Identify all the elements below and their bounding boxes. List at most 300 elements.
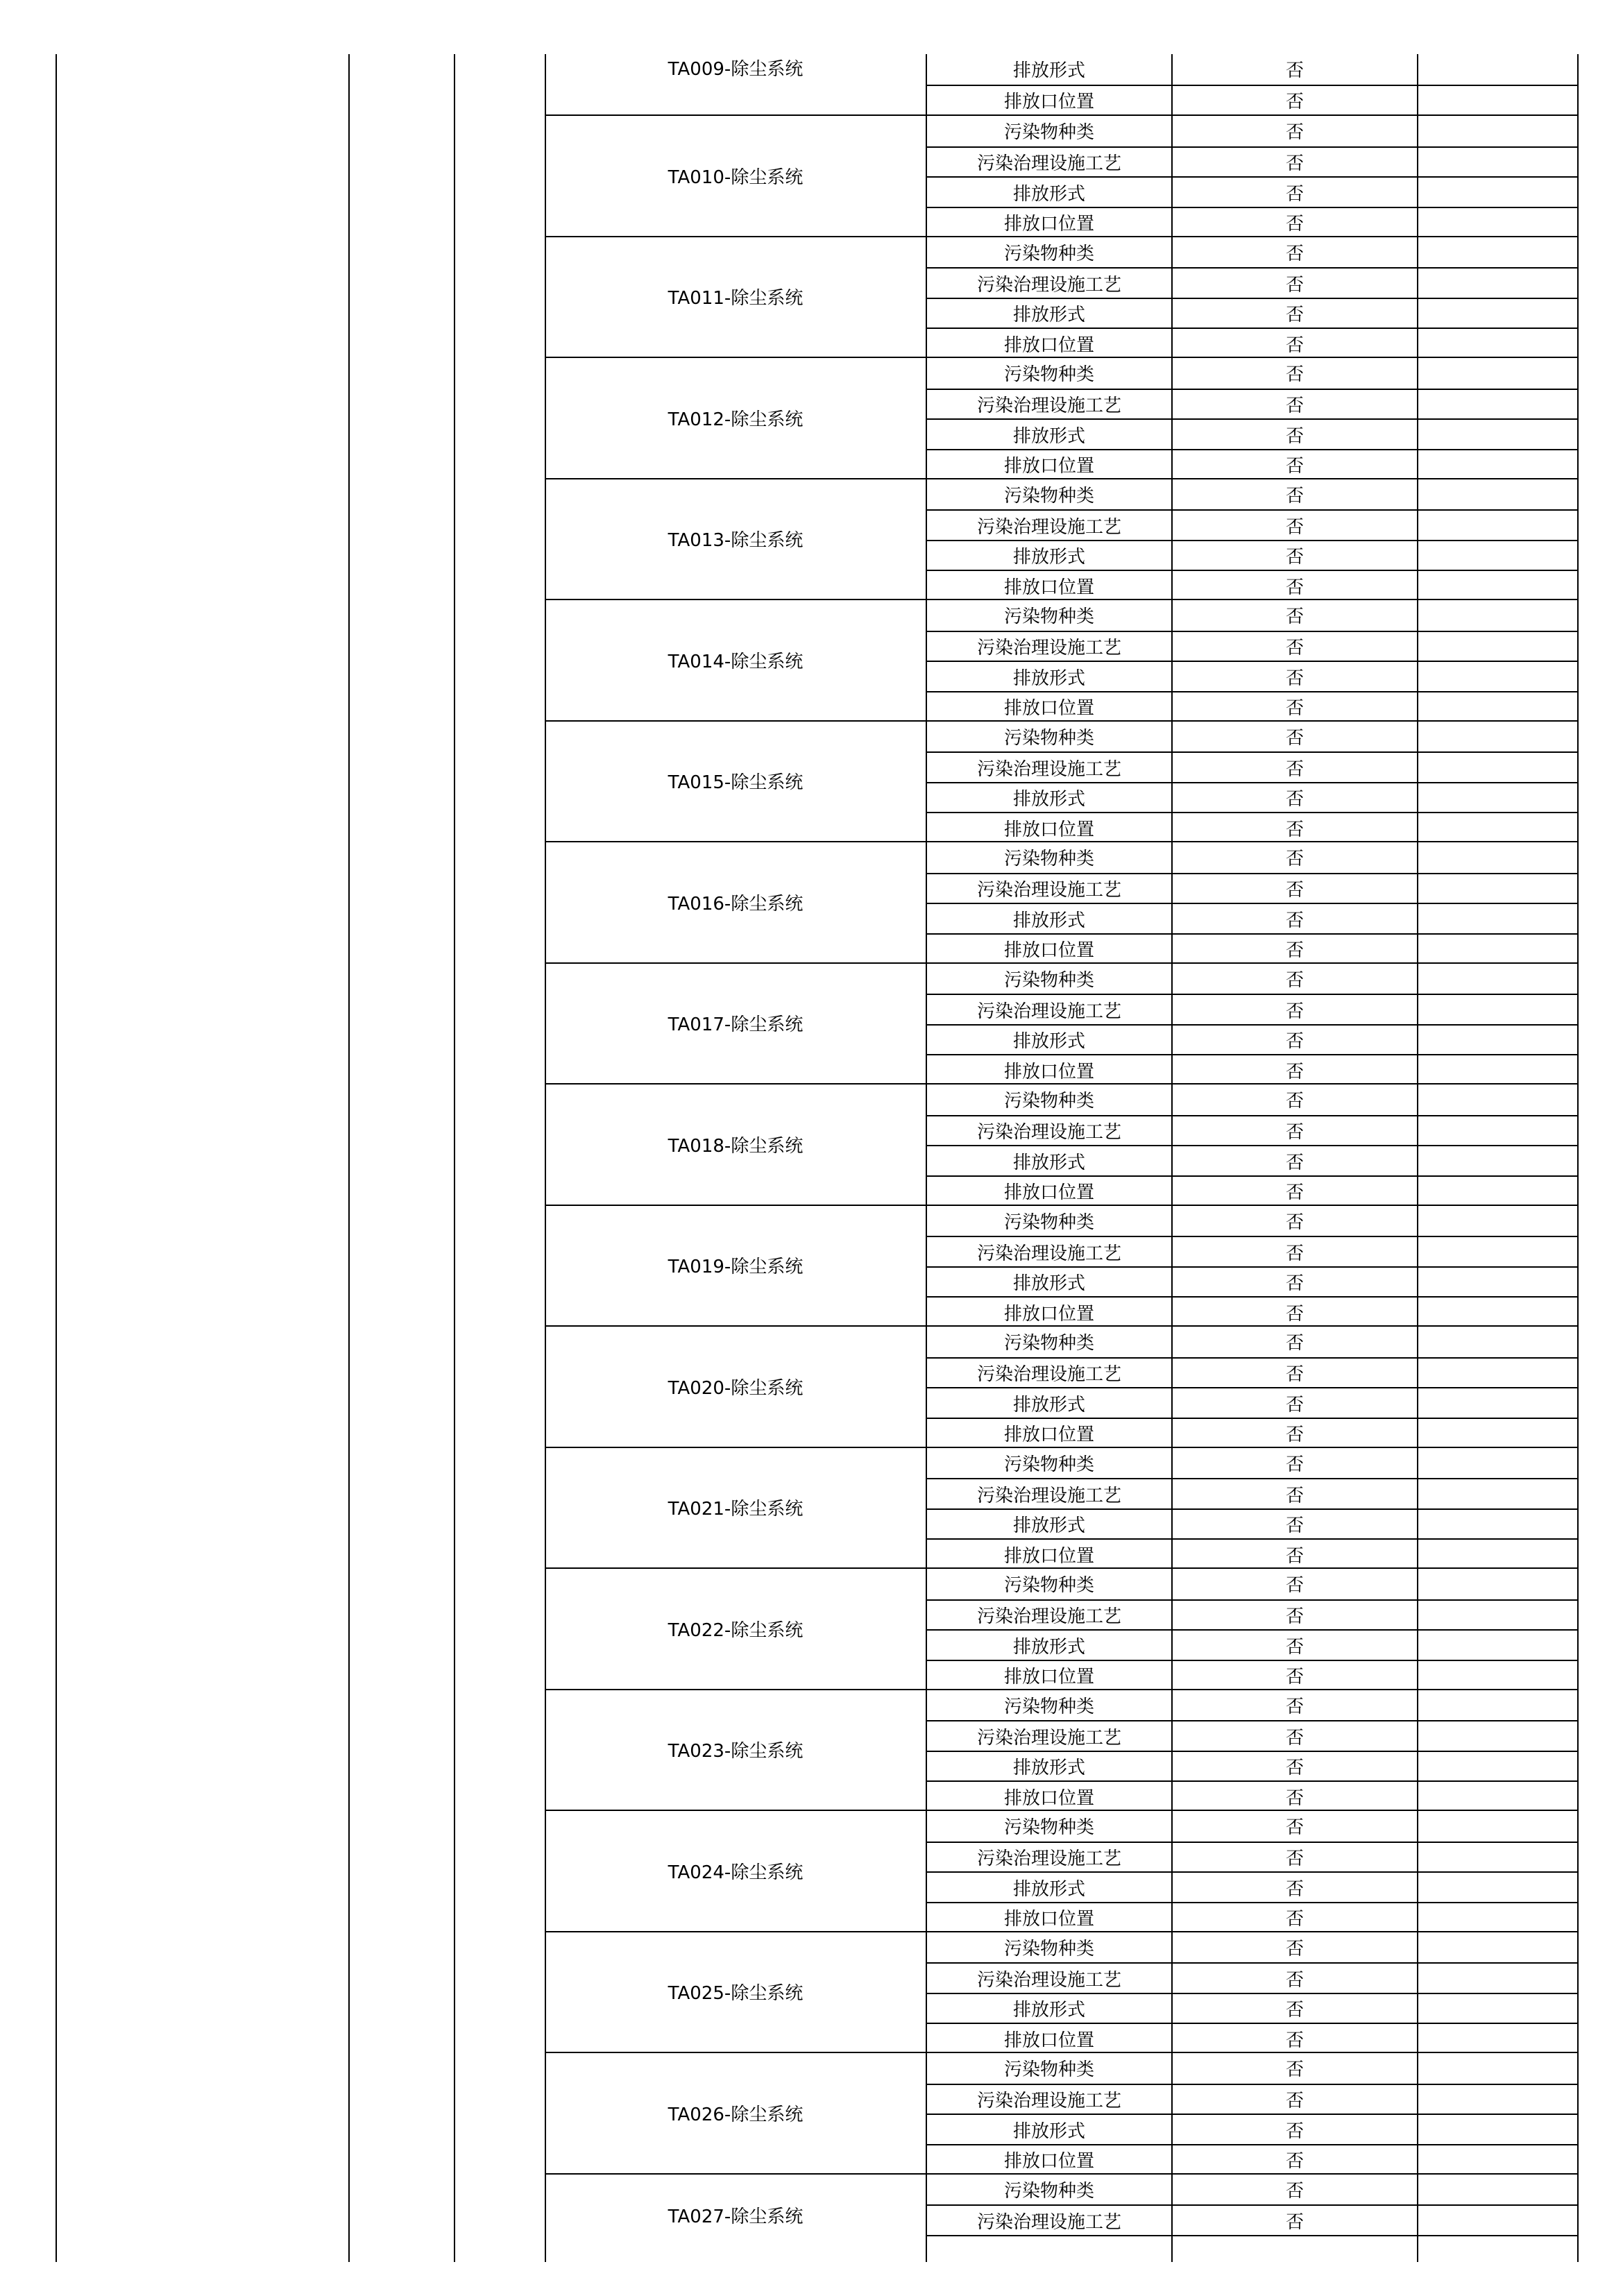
check-item-label: 排放形式 xyxy=(1012,1152,1085,1173)
remark-cell xyxy=(1418,1631,1578,1660)
table-row xyxy=(926,1085,1578,1115)
check-item-value: 否 xyxy=(1285,1758,1304,1779)
equipment-group xyxy=(545,236,1578,357)
equipment-name: TA015-除尘系统 xyxy=(668,772,804,794)
check-item-label: 污染物种类 xyxy=(1003,1696,1094,1717)
check-item-label: 排放口位置 xyxy=(1003,1425,1094,1446)
remark-cell xyxy=(1418,1419,1578,1448)
remark-cell xyxy=(1418,208,1578,237)
check-item-label: 排放形式 xyxy=(1012,1878,1085,1900)
check-item-label: 污染物种类 xyxy=(1003,1938,1094,1959)
table-row xyxy=(926,1357,1578,1388)
table-row xyxy=(926,933,1578,964)
check-item-value: 否 xyxy=(1285,667,1304,689)
check-item-value: 否 xyxy=(1285,727,1304,749)
check-item-label: 排放形式 xyxy=(1012,1394,1085,1415)
equipment-name: TA013-除尘系统 xyxy=(668,530,804,552)
check-item-value: 否 xyxy=(1285,1515,1304,1537)
check-item-label: 污染物种类 xyxy=(1003,606,1094,628)
remark-cell xyxy=(1418,813,1578,842)
remark-cell xyxy=(1418,358,1578,389)
check-item-value: 否 xyxy=(1285,1727,1304,1749)
check-item-label: 排放形式 xyxy=(1012,547,1085,568)
check-item-value: 否 xyxy=(1285,1848,1304,1870)
table-row xyxy=(926,873,1578,903)
remark-cell xyxy=(1418,2145,1578,2175)
table-row xyxy=(926,1538,1578,1569)
check-item-value: 否 xyxy=(1285,1938,1304,1959)
check-item-value: 否 xyxy=(1285,122,1304,144)
check-item-label: 污染治理设施工艺 xyxy=(976,758,1121,780)
check-item-label: 排放形式 xyxy=(1012,1031,1085,1053)
check-item-value: 否 xyxy=(1285,577,1304,598)
check-item-label: 污染治理设施工艺 xyxy=(976,396,1121,417)
remark-cell xyxy=(1418,116,1578,146)
table-row xyxy=(926,116,1578,146)
column-rule-1 xyxy=(348,54,350,2262)
remark-cell xyxy=(1418,1964,1578,1993)
check-item-value: 否 xyxy=(1285,2211,1304,2233)
remark-cell xyxy=(1418,1388,1578,1418)
check-item-value: 否 xyxy=(1285,2030,1304,2051)
remark-cell xyxy=(1418,178,1578,207)
check-item-value: 否 xyxy=(1285,758,1304,780)
check-item-label: 排放形式 xyxy=(1012,910,1085,931)
check-item-label: 污染治理设施工艺 xyxy=(976,1122,1121,1143)
remark-cell xyxy=(1418,1177,1578,1206)
equipment-group xyxy=(545,478,1578,599)
table-row xyxy=(926,1448,1578,1479)
check-item-label: 排放口位置 xyxy=(1003,2030,1094,2051)
table-row xyxy=(926,751,1578,782)
table-row xyxy=(926,509,1578,540)
remark-cell xyxy=(1418,2206,1578,2235)
remark-cell xyxy=(1418,54,1578,85)
table-row xyxy=(926,540,1578,570)
remark-cell xyxy=(1418,1782,1578,1811)
remark-cell xyxy=(1418,1661,1578,1690)
check-item-value: 否 xyxy=(1285,910,1304,931)
remark-cell xyxy=(1418,1903,1578,1932)
remark-cell xyxy=(1418,2053,1578,2084)
remark-cell xyxy=(1418,1116,1578,1146)
check-item-label: 污染物种类 xyxy=(1003,2059,1094,2081)
check-item-value: 否 xyxy=(1285,305,1304,326)
check-item-label: 排放形式 xyxy=(1012,1515,1085,1537)
remark-cell xyxy=(1418,842,1578,873)
table-row xyxy=(926,146,1578,177)
equipment-name: TA027-除尘系统 xyxy=(668,2206,804,2228)
table-row xyxy=(926,722,1578,752)
table-row xyxy=(926,1175,1578,1206)
table-row xyxy=(926,358,1578,389)
check-item-value: 否 xyxy=(1285,364,1304,386)
check-item-value: 否 xyxy=(1285,1606,1304,1628)
table-row xyxy=(926,207,1578,237)
table-row xyxy=(926,1024,1578,1055)
remark-cell xyxy=(1418,1721,1578,1751)
table-row xyxy=(926,2144,1578,2175)
check-item-label: 排放形式 xyxy=(1012,183,1085,205)
table-row xyxy=(926,1115,1578,1146)
check-item-value: 否 xyxy=(1285,1091,1304,1112)
check-item-label: 排放口位置 xyxy=(1003,819,1094,840)
table-row xyxy=(926,176,1578,207)
remark-cell xyxy=(1418,1843,1578,1872)
check-item-label: 污染物种类 xyxy=(1003,2180,1094,2202)
equipment-group xyxy=(545,841,1578,962)
equipment-name: TA019-除尘系统 xyxy=(668,1257,804,1278)
equipment-name: TA023-除尘系统 xyxy=(668,1741,804,1762)
check-item-label: 污染物种类 xyxy=(1003,1575,1094,1597)
check-item-value: 否 xyxy=(1285,819,1304,840)
table-row xyxy=(926,2204,1578,2235)
remark-cell xyxy=(1418,1026,1578,1055)
check-item-label: 污染物种类 xyxy=(1003,727,1094,749)
check-item-label: 污染物种类 xyxy=(1003,364,1094,386)
check-item-value: 否 xyxy=(1285,1485,1304,1506)
equipment-group xyxy=(545,357,1578,478)
check-item-value: 否 xyxy=(1285,214,1304,235)
remark-cell xyxy=(1418,2085,1578,2114)
equipment-name: TA024-除尘系统 xyxy=(668,1862,804,1883)
check-item-value: 否 xyxy=(1285,547,1304,568)
equipment-name: TA010-除尘系统 xyxy=(668,167,804,188)
table-row xyxy=(926,631,1578,661)
table-row xyxy=(926,782,1578,813)
table-row xyxy=(926,1842,1578,1872)
remark-cell xyxy=(1418,1994,1578,2023)
check-item-value: 否 xyxy=(1285,1425,1304,1446)
remark-cell xyxy=(1418,904,1578,933)
check-item-label: 排放口位置 xyxy=(1003,1303,1094,1325)
check-item-label: 污染物种类 xyxy=(1003,1333,1094,1354)
check-item-value: 否 xyxy=(1285,1243,1304,1264)
table-row xyxy=(926,964,1578,994)
remark-cell xyxy=(1418,237,1578,268)
remark-cell xyxy=(1418,1510,1578,1539)
check-item-value: 否 xyxy=(1285,969,1304,991)
check-item-value: 否 xyxy=(1285,516,1304,538)
check-item-label: 排放口位置 xyxy=(1003,91,1094,112)
remark-cell xyxy=(1418,86,1578,115)
check-item-value: 否 xyxy=(1285,1969,1304,1991)
check-item-value: 否 xyxy=(1285,485,1304,507)
check-item-value: 否 xyxy=(1285,243,1304,264)
check-item-label: 排放形式 xyxy=(1012,1758,1085,1779)
table-row xyxy=(926,1296,1578,1327)
check-item-value: 否 xyxy=(1285,1575,1304,1597)
table-row xyxy=(926,842,1578,873)
table-row xyxy=(926,1690,1578,1721)
equipment-group xyxy=(545,1810,1578,1931)
table-row xyxy=(926,1751,1578,1781)
check-item-value: 否 xyxy=(1285,1122,1304,1143)
equipment-name: TA014-除尘系统 xyxy=(668,651,804,672)
check-item-value: 否 xyxy=(1285,334,1304,356)
table-row xyxy=(926,903,1578,933)
check-item-value: 否 xyxy=(1285,183,1304,205)
table-row xyxy=(926,328,1578,358)
remark-cell xyxy=(1418,2024,1578,2053)
remark-cell xyxy=(1418,269,1578,298)
remark-cell xyxy=(1418,1237,1578,1266)
check-item-label: 污染治理设施工艺 xyxy=(976,1606,1121,1628)
table-row xyxy=(926,1266,1578,1297)
table-row xyxy=(926,449,1578,479)
remark-cell xyxy=(1418,571,1578,600)
table-row xyxy=(926,691,1578,722)
equipment-name: TA016-除尘系统 xyxy=(668,893,804,915)
remark-cell xyxy=(1418,1479,1578,1508)
check-item-label: 污染物种类 xyxy=(1003,1211,1094,1233)
remark-cell xyxy=(1418,1298,1578,1327)
check-item-label: 污染治理设施工艺 xyxy=(976,638,1121,659)
table-row xyxy=(926,1811,1578,1842)
check-item-value: 否 xyxy=(1285,1667,1304,1688)
equipment-name: TA009-除尘系统 xyxy=(668,59,804,80)
check-item-label: 排放口位置 xyxy=(1003,456,1094,477)
check-item-value: 否 xyxy=(1285,1364,1304,1386)
remark-cell xyxy=(1418,148,1578,177)
table-row xyxy=(926,994,1578,1024)
equipment-group xyxy=(545,962,1578,1084)
table-row xyxy=(926,2053,1578,2084)
equipment-name: TA012-除尘系统 xyxy=(668,409,804,430)
remark-cell xyxy=(1418,753,1578,782)
check-item-value: 否 xyxy=(1285,1878,1304,1900)
table-row xyxy=(926,2084,1578,2114)
check-item-value: 否 xyxy=(1285,2091,1304,2112)
remark-cell xyxy=(1418,1811,1578,1842)
equipment-group xyxy=(545,1567,1578,1689)
check-item-label: 污染物种类 xyxy=(1003,969,1094,991)
table-row xyxy=(926,1629,1578,1660)
check-item-value: 否 xyxy=(1285,698,1304,720)
table-row xyxy=(926,479,1578,510)
remark-cell xyxy=(1418,692,1578,722)
check-item-value: 否 xyxy=(1285,849,1304,870)
equipment-name: TA018-除尘系统 xyxy=(668,1135,804,1157)
check-item-value: 否 xyxy=(1285,789,1304,810)
remark-cell xyxy=(1418,420,1578,449)
check-item-value: 否 xyxy=(1285,940,1304,962)
check-item-label: 排放形式 xyxy=(1012,305,1085,326)
check-item-label: 污染物种类 xyxy=(1003,485,1094,507)
table-row xyxy=(926,389,1578,419)
remark-cell xyxy=(1418,1055,1578,1085)
table-row xyxy=(926,1508,1578,1539)
table-row xyxy=(926,1206,1578,1236)
check-item-value: 否 xyxy=(1285,1303,1304,1325)
column-rule-0 xyxy=(56,54,57,2262)
check-item-value: 否 xyxy=(1285,1273,1304,1295)
remark-cell xyxy=(1418,511,1578,540)
check-item-value: 否 xyxy=(1285,1394,1304,1415)
table-row xyxy=(926,237,1578,268)
table-row xyxy=(926,54,1578,85)
equipment-group xyxy=(545,1325,1578,1447)
table-row xyxy=(926,1962,1578,1993)
check-item-label: 排放口位置 xyxy=(1003,2151,1094,2172)
table-row xyxy=(926,1720,1578,1751)
remark-cell xyxy=(1418,450,1578,479)
equipment-group xyxy=(545,54,1578,114)
equipment-group xyxy=(545,1447,1578,1568)
remark-cell xyxy=(1418,600,1578,631)
check-item-label: 污染物种类 xyxy=(1003,1817,1094,1839)
check-item-label: 排放口位置 xyxy=(1003,940,1094,962)
check-item-value: 否 xyxy=(1285,638,1304,659)
table-row xyxy=(926,1569,1578,1599)
check-item-label: 排放形式 xyxy=(1012,667,1085,689)
check-item-label: 排放口位置 xyxy=(1003,334,1094,356)
check-item-label: 污染治理设施工艺 xyxy=(976,2211,1121,2233)
check-item-value: 否 xyxy=(1285,2180,1304,2202)
check-item-label: 污染物种类 xyxy=(1003,122,1094,144)
check-item-label: 污染物种类 xyxy=(1003,1091,1094,1112)
check-item-label: 污染治理设施工艺 xyxy=(976,1848,1121,1870)
table-row xyxy=(926,2023,1578,2053)
check-item-value: 否 xyxy=(1285,1454,1304,1475)
remark-cell xyxy=(1418,1601,1578,1630)
check-item-label: 排放口位置 xyxy=(1003,1545,1094,1567)
check-item-value: 否 xyxy=(1285,60,1304,82)
check-item-label: 排放口位置 xyxy=(1003,1909,1094,1930)
check-item-label: 污染治理设施工艺 xyxy=(976,274,1121,296)
table-row xyxy=(926,570,1578,600)
equipment-group xyxy=(545,1689,1578,1810)
check-item-label: 污染治理设施工艺 xyxy=(976,1969,1121,1991)
remark-cell xyxy=(1418,783,1578,813)
check-item-label: 污染治理设施工艺 xyxy=(976,1485,1121,1506)
remark-cell xyxy=(1418,1448,1578,1479)
table-row xyxy=(926,1478,1578,1508)
remark-cell xyxy=(1418,1569,1578,1599)
table-row xyxy=(926,1660,1578,1690)
equipment-group xyxy=(545,599,1578,720)
remark-cell xyxy=(1418,1932,1578,1963)
check-item-value: 否 xyxy=(1285,1031,1304,1053)
table-row xyxy=(926,1932,1578,1963)
equipment-group xyxy=(545,1931,1578,2052)
equipment-group xyxy=(545,1205,1578,1326)
remark-cell xyxy=(1418,1327,1578,1357)
table-row-empty xyxy=(926,2235,1578,2258)
table-row xyxy=(926,298,1578,328)
check-item-value: 否 xyxy=(1285,1001,1304,1022)
equipment-name: TA021-除尘系统 xyxy=(668,1499,804,1520)
table-row xyxy=(926,418,1578,449)
check-item-value: 否 xyxy=(1285,153,1304,175)
check-item-label: 排放形式 xyxy=(1012,1636,1085,1658)
check-item-value: 否 xyxy=(1285,1545,1304,1567)
table-row xyxy=(926,812,1578,842)
remark-cell xyxy=(1418,541,1578,570)
equipment-group xyxy=(545,1083,1578,1205)
check-item-value: 否 xyxy=(1285,396,1304,417)
check-item-value: 否 xyxy=(1285,1787,1304,1809)
remark-cell xyxy=(1418,479,1578,510)
remark-cell xyxy=(1418,662,1578,691)
table-row xyxy=(926,2175,1578,2205)
check-item-value: 否 xyxy=(1285,1909,1304,1930)
remark-cell xyxy=(1418,964,1578,994)
remark-cell xyxy=(1418,299,1578,328)
check-item-label: 污染物种类 xyxy=(1003,849,1094,870)
equipment-group xyxy=(545,2052,1578,2173)
check-item-value: 否 xyxy=(1285,2120,1304,2142)
remark-cell xyxy=(1418,874,1578,903)
table-row xyxy=(926,1993,1578,2023)
check-item-value: 否 xyxy=(1285,2000,1304,2021)
equipment-name: TA017-除尘系统 xyxy=(668,1014,804,1036)
remark-cell xyxy=(1418,1146,1578,1175)
check-item-value: 否 xyxy=(1285,425,1304,447)
table-row xyxy=(926,1236,1578,1266)
check-item-label: 污染治理设施工艺 xyxy=(976,880,1121,901)
remark-cell xyxy=(1418,1752,1578,1781)
check-item-label: 排放形式 xyxy=(1012,60,1085,82)
check-item-label: 污染治理设施工艺 xyxy=(976,516,1121,538)
remark-cell xyxy=(1418,632,1578,661)
equipment-group xyxy=(545,720,1578,842)
remark-cell xyxy=(1418,722,1578,752)
check-item-label: 污染治理设施工艺 xyxy=(976,153,1121,175)
check-item-label: 排放形式 xyxy=(1012,789,1085,810)
check-item-value: 否 xyxy=(1285,1817,1304,1839)
remark-cell xyxy=(1418,935,1578,964)
table-row xyxy=(926,1902,1578,1932)
equipment-name: TA011-除尘系统 xyxy=(668,288,804,309)
table-row xyxy=(926,1780,1578,1811)
check-item-value: 否 xyxy=(1285,606,1304,628)
check-item-value: 否 xyxy=(1285,274,1304,296)
table-row xyxy=(926,85,1578,115)
check-item-label: 排放口位置 xyxy=(1003,1667,1094,1688)
equipment-name: TA022-除尘系统 xyxy=(668,1619,804,1641)
check-item-label: 污染治理设施工艺 xyxy=(976,1243,1121,1264)
check-item-label: 污染治理设施工艺 xyxy=(976,2091,1121,2112)
check-item-value: 否 xyxy=(1285,1636,1304,1658)
remark-cell xyxy=(1418,1873,1578,1902)
remark-cell xyxy=(1418,1359,1578,1388)
equipment-name: TA026-除尘系统 xyxy=(668,2104,804,2125)
check-item-label: 污染物种类 xyxy=(1003,1454,1094,1475)
check-item-value: 否 xyxy=(1285,1333,1304,1354)
check-item-label: 排放形式 xyxy=(1012,2120,1085,2142)
check-item-value: 否 xyxy=(1285,456,1304,477)
check-item-label: 排放形式 xyxy=(1012,1273,1085,1295)
equipment-name: TA025-除尘系统 xyxy=(668,1983,804,2005)
check-item-label: 排放形式 xyxy=(1012,425,1085,447)
table-row xyxy=(926,1387,1578,1418)
check-item-label: 污染治理设施工艺 xyxy=(976,1001,1121,1022)
table-row xyxy=(926,1418,1578,1448)
check-item-label: 排放口位置 xyxy=(1003,698,1094,720)
check-item-label: 排放口位置 xyxy=(1003,214,1094,235)
check-item-label: 排放口位置 xyxy=(1003,1182,1094,1204)
remark-cell xyxy=(1418,390,1578,419)
check-item-label: 污染治理设施工艺 xyxy=(976,1727,1121,1749)
remark-cell xyxy=(1418,1206,1578,1236)
table-row xyxy=(926,1871,1578,1902)
check-item-value: 否 xyxy=(1285,91,1304,112)
check-item-value: 否 xyxy=(1285,1152,1304,1173)
check-item-label: 污染治理设施工艺 xyxy=(976,1364,1121,1386)
remark-cell xyxy=(1418,2175,1578,2205)
remark-cell xyxy=(1418,995,1578,1024)
